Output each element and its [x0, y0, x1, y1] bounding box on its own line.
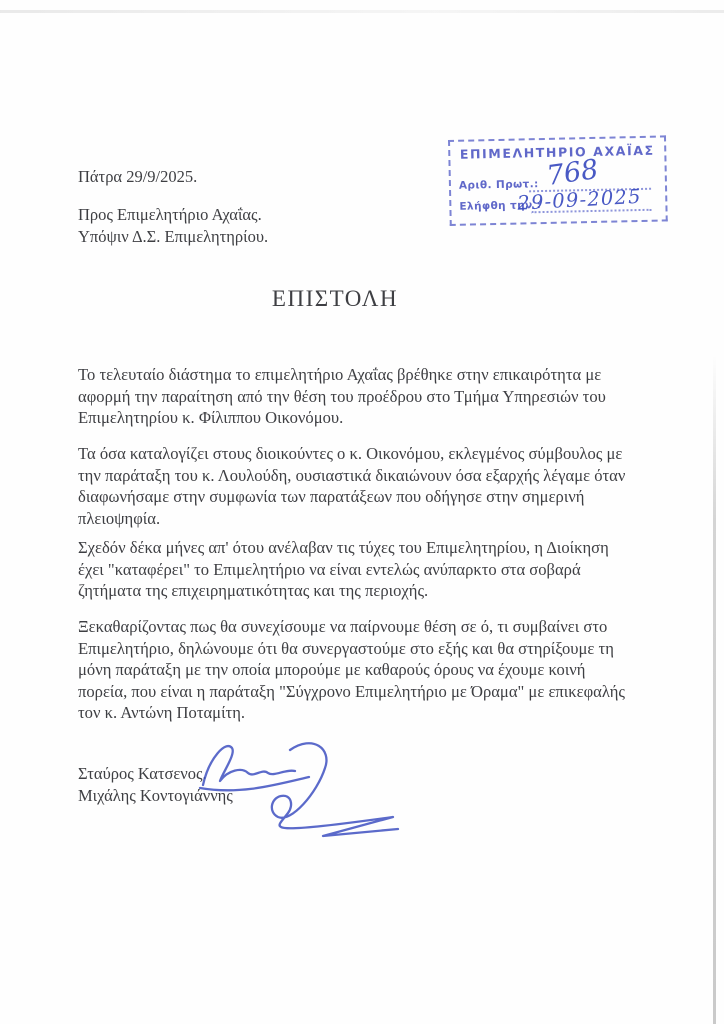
handwritten-received-date: 29-09-2025	[516, 184, 643, 215]
signatory-name-1: Σταύρος Κατσενος.	[78, 764, 207, 783]
handwritten-signatures	[195, 736, 410, 844]
paragraph-4: Ξεκαθαρίζοντας πως θα συνεχίσουμε να παίρνουμε θέση σε ό, τι συμβαίνει στο Επιμελητήριο, δηλώνουμε ότι θα συνεργαστούμε στο εξής και θα στηρίξουμε τη μόνη παράταξη με την οποία μπορούμε με καθαρούς όρους να έχουμε κοινή πορεία, που είναι η παράταξη "Σύγχρονο Επιμελητήριο με Όραμα" με επικεφαλής τον κ. Αντώνη Ποταμίτη.	[78, 617, 626, 723]
signature-stroke-2	[272, 743, 398, 836]
addressee-line-attn: Υπόψιν Δ.Σ. Επιμελητηρίου.	[78, 226, 269, 246]
stamp-protocol-number-label: Αριθ. Πρωτ.:	[458, 178, 539, 192]
paragraph-1: Το τελευταίο διάστημα το επιμελητήριο Αχαΐας βρέθηκε στην επικαιρότητα με αφορμή την παραίτηση από την θέση του προέδρου στο Τμήμα Υπηρεσιών του Επιμελητηρίου κ. Φίλιππου Οικονόμου.	[78, 365, 606, 428]
letter-title: ΕΠΙΣΤΟΛΗ	[271, 286, 399, 311]
scan-artifact-top-line	[0, 10, 724, 13]
paragraph-3: Σχεδόν δέκα μήνες απ' ότου ανέλαβαν τις τύχες του Επιμελητηρίου, η Διοίκηση έχει "καταφέρει" το Επιμελητήριο να είναι εντελώς ανύπαρκτο στα σοβαρά ζητήματα της επιχειρηματικότητας και της περιοχής.	[78, 538, 609, 601]
signature-stroke-1	[200, 746, 309, 790]
protocol-stamp	[448, 135, 668, 226]
scan-artifact-right-line	[713, 355, 716, 1024]
addressee-line-to: Προς Επιμελητήριο Αχαΐας.	[78, 205, 262, 224]
signatory-name-2: Μιχάλης Κοντογιάννης	[78, 785, 233, 805]
stamp-organization-name: ΕΠΙΜΕΛΗΤΗΡΙΟ ΑΧΑΪΑΣ	[459, 142, 655, 162]
addressee-block	[78, 204, 268, 247]
paragraph-2: Τα όσα καταλογίζει στους διοικούντες ο κ. Οικονόμου, εκλεγμένος σύμβουλος με την παράταξη του κ. Λουλούδη, ουσιαστικά δικαιώνουν όσα εξαρχής λέγαμε όταν διαφωνήσαμε στην συμφωνία των παρατάξεων που οδήγησε στην σημερινή πλειοψηφία.	[78, 444, 626, 528]
stamp-received-date-label: Ελήφθη την :	[459, 199, 542, 213]
place-and-date: Πάτρα 29/9/2025.	[78, 167, 198, 186]
handwritten-protocol-number: 768	[544, 153, 601, 192]
